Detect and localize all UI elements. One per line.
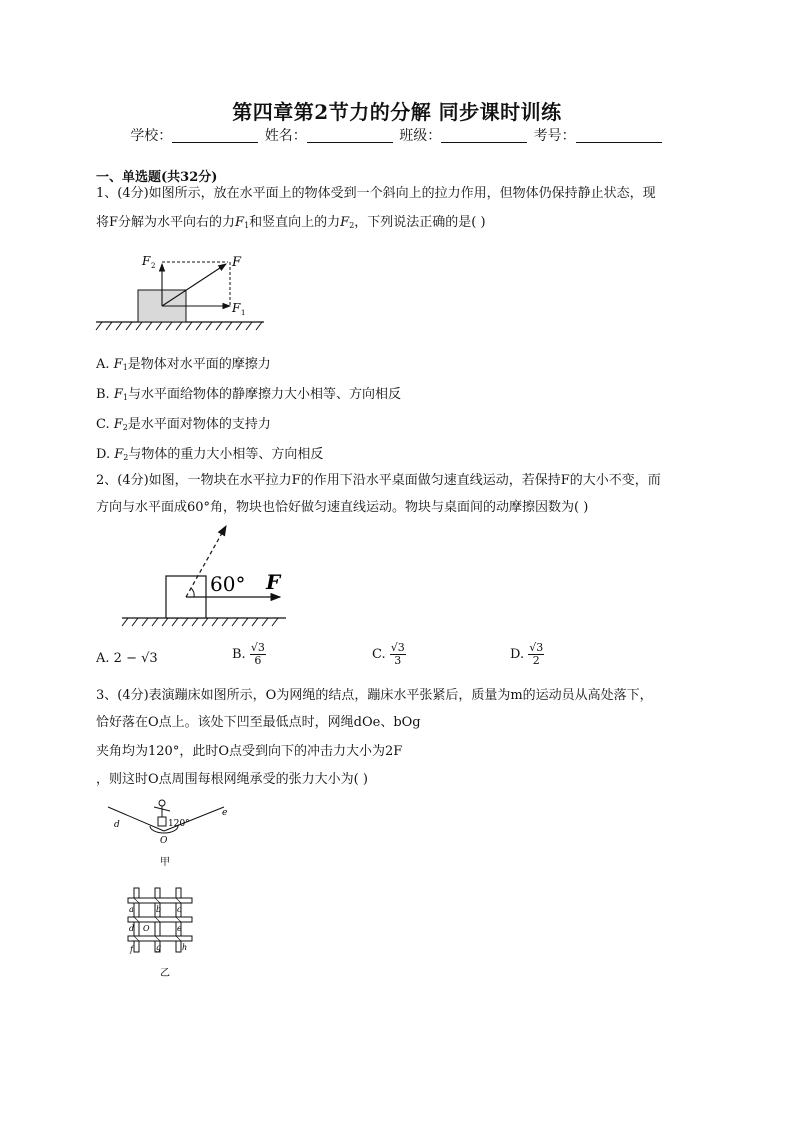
class-blank[interactable] <box>441 128 527 143</box>
q2-option-d[interactable]: D. $\frac{√3}{2}$ <box>510 641 544 667</box>
name-label: 姓名： <box>264 128 307 144</box>
table-hatch <box>122 618 278 626</box>
section-title: 一、单选题(共32分) <box>96 170 218 185</box>
f2-label: F <box>142 254 151 268</box>
q2-option-b[interactable]: B. $\frac{√3}{6}$ <box>232 641 265 667</box>
q2-option-a[interactable]: A. 2 − √3 <box>96 651 158 666</box>
label-e: e <box>222 808 228 818</box>
q3-figure-yi <box>124 886 214 982</box>
class-label: 班级： <box>399 128 442 144</box>
ground-hatch <box>96 322 262 330</box>
exam-no-blank[interactable] <box>576 128 662 143</box>
school-label: 学校： <box>130 128 173 144</box>
label-d: d <box>129 924 135 933</box>
f-label: F <box>266 570 281 594</box>
school-blank[interactable] <box>172 128 258 143</box>
f-label: F <box>232 255 242 270</box>
label-o: O <box>160 836 168 846</box>
q2-stem-line1: 2、(4分)如图，一物块在水平拉力F的作用下沿水平桌面做匀速直线运动，若保持F的大小不变，而 <box>96 473 661 488</box>
caption-yi: 乙 <box>160 968 170 979</box>
q2-option-c[interactable]: C. $\frac{√3}{3}$ <box>372 641 405 667</box>
q1-force-diagram <box>94 250 274 334</box>
student-info-line <box>0 125 794 145</box>
angle-label: 60° <box>210 572 246 596</box>
q1-option-d[interactable]: D. $F_2$与物体的重力大小相等、方向相反 <box>96 447 324 462</box>
q2-stem-line2: 方向与水平面成60°角，物块也恰好做匀速直线运动。物块与桌面间的动摩擦因数为( ) <box>96 500 589 515</box>
f-arrow <box>162 264 226 306</box>
q1-option-c[interactable]: C. $F_2$是水平面对物体的支持力 <box>96 417 271 432</box>
q3-stem-line2: 恰好落在O点上。该处下凹至最低点时，网绳dOe、bOg <box>96 715 421 730</box>
exam-no-label: 考号： <box>533 128 576 144</box>
q3-stem-line4: ，则这时O点周围每根网绳承受的张力大小为( ) <box>96 772 368 787</box>
label-f: f <box>130 945 133 954</box>
q1-option-a[interactable]: A. $F_1$是物体对水平面的摩擦力 <box>96 357 271 372</box>
q2-force-diagram <box>118 520 298 632</box>
f1-label: F <box>232 301 241 315</box>
label-d: d <box>114 820 120 830</box>
q1-stem-line2: 将F分解为水平向右的力$F_1$和竖直向上的力$F_2$，下列说法正确的是( ) <box>96 215 486 230</box>
label-e: e <box>177 924 182 933</box>
label-h: h <box>182 943 188 952</box>
caption-jia: 甲 <box>160 857 170 868</box>
f1-label-sub: 1 <box>241 309 246 317</box>
q1-stem-line1: 1、(4分)如图所示，放在水平面上的物体受到一个斜向上的拉力作用，但物体仍保持静止状态，现 <box>96 186 656 201</box>
athlete-legs <box>158 817 166 826</box>
label-a: a <box>129 905 134 914</box>
q1-option-b[interactable]: B. $F_1$与水平面给物体的静摩擦力大小相等、方向相反 <box>96 387 401 402</box>
q3-stem-line1: 3、(4分)表演蹦床如图所示，O为网绳的结点，蹦床水平张紧后，质量为m的运动员从高处落下， <box>96 688 653 703</box>
athlete-head <box>159 800 165 806</box>
label-angle: 120° <box>168 819 190 829</box>
label-c: c <box>177 905 182 914</box>
name-blank[interactable] <box>307 128 393 143</box>
q3-figure-jia <box>100 795 240 875</box>
label-g: g <box>156 943 162 952</box>
label-b: b <box>156 905 162 914</box>
q3-stem-line3: 夹角均为120°，此时O点受到向下的冲击力大小为2F <box>96 744 403 759</box>
label-o: O <box>143 924 150 933</box>
f2-label-sub: 2 <box>151 262 156 270</box>
page-title: 第四章第2节力的分解 同步课时训练 <box>232 100 562 124</box>
